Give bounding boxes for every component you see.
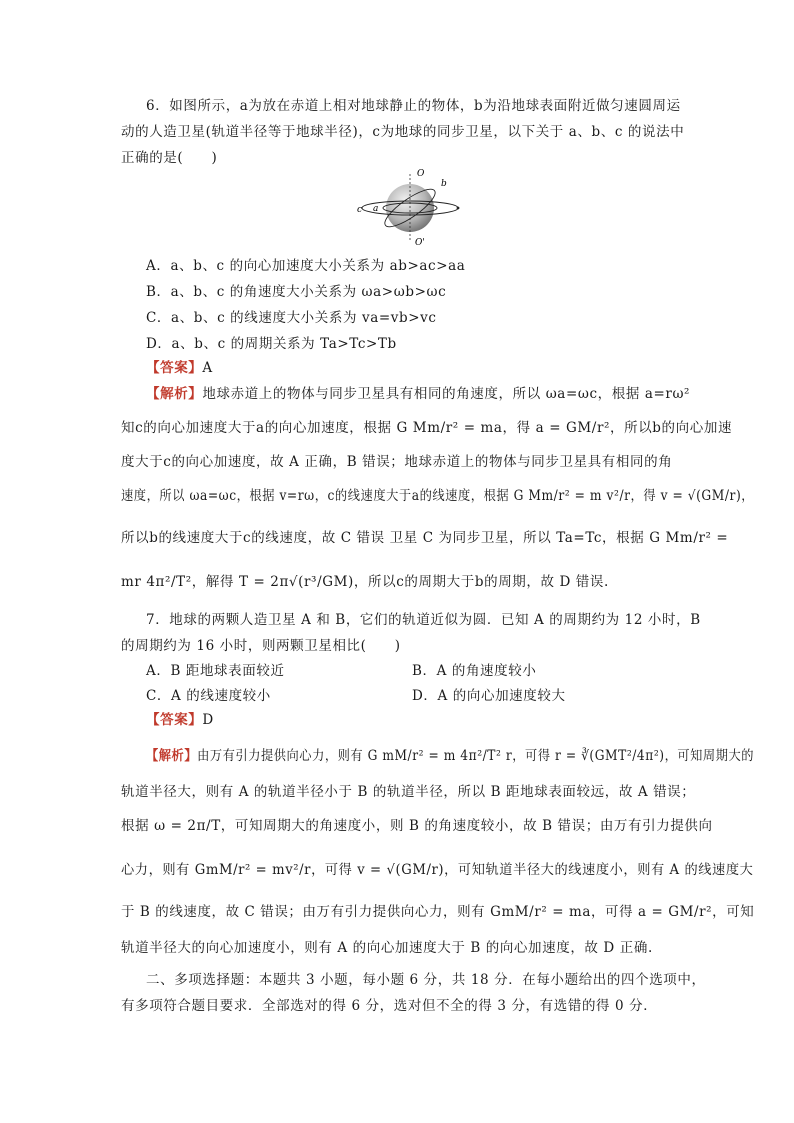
analysis-text: 由万有引力提供向心力，则有 G mM/r² = m 4π²/T² r，可得 r = ∛(GMT²/4π²)，可知周期大的 <box>197 748 755 764</box>
q6-analysis-line-4: 速度，所以 ωa=ωc，根据 v=rω，c的线速度大于a的线速度，根据 G Mm/r² = m v²/r，得 v = √(GM/r)， <box>121 488 755 504</box>
q6-stem-line-3: 正确的是( ) <box>121 150 218 166</box>
q7-option-c: C．A 的线速度较小 <box>146 688 271 704</box>
answer-value: D <box>202 712 214 728</box>
q7-stem-line-2: 的周期约为 16 小时，则两颗卫星相比( ) <box>121 638 401 654</box>
q6-stem-line-2: 动的人造卫星(轨道半径等于地球半径)，c为地球的同步卫星，以下关于 a、b、c 的说法中 <box>121 124 685 140</box>
q7-analysis-line-3: 根据 ω = 2π/T，可知周期大的角速度小，则 B 的角速度较小，故 B 错误；由万有引力提供向 <box>121 818 713 834</box>
earth-orbit-figure <box>355 168 465 248</box>
q7-option-a: A．B 距地球表面较近 <box>146 663 285 679</box>
label-c: c <box>357 205 363 215</box>
q6-analysis-line-3: 度大于c的向心加速度，故 A 正确，B 错误；地球赤道上的物体与同步卫星具有相同的角 <box>121 454 673 470</box>
q6-answer <box>146 358 213 378</box>
q7-analysis-line-1 <box>146 746 754 766</box>
answer-value: A <box>202 360 213 376</box>
label-a: a <box>373 204 379 214</box>
q7-analysis-line-6: 轨道半径大的向心加速度小，则有 A 的向心加速度大于 B 的向心加速度，故 D 正确. <box>121 940 653 956</box>
label-o: O <box>417 169 425 179</box>
section-2-instruction-line-2: 有多项符合题目要求．全部选对的得 6 分，选对但不全的得 3 分，有选错的得 0 分． <box>121 998 658 1014</box>
answer-tag: 【答案】 <box>146 712 203 728</box>
q7-stem-line-1: 7．地球的两颗人造卫星 A 和 B，它们的轨道近似为圆．已知 A 的周期约为 12 小时，B <box>146 612 701 628</box>
q6-option-b: B．a、b、c 的角速度大小关系为 ωa>ωb>ωc <box>146 284 447 300</box>
q6-option-c: C．a、b、c 的线速度大小关系为 va=vb>vc <box>146 310 437 326</box>
q7-answer <box>146 710 214 730</box>
q6-option-a: A．a、b、c 的向心加速度大小关系为 ab>ac>aa <box>146 258 466 274</box>
q6-stem-line-1: 6．如图所示，a为放在赤道上相对地球静止的物体，b为沿地球表面附近做匀速圆周运 <box>146 98 681 114</box>
q6-analysis-line-5: 所以b的线速度大于c的线速度，故 C 错误 卫星 C 为同步卫星，所以 Ta=Tc，根据 G Mm/r² = <box>121 530 729 546</box>
analysis-text: 地球赤道上的物体与同步卫星具有相同的角速度，所以 ωa=ωc，根据 a=rω² <box>202 386 691 402</box>
q7-option-b: B．A 的角速度较小 <box>412 663 537 679</box>
label-b: b <box>441 179 447 189</box>
analysis-tag: 【解析】 <box>146 748 198 764</box>
analysis-tag: 【解析】 <box>146 386 203 402</box>
q7-analysis-line-4: 心力，则有 GmM/r² = mv²/r，可得 v = √(GM/r)，可知轨道半径大的线速度小，则有 A 的线速度大 <box>121 862 754 878</box>
q6-analysis-line-2: 知c的向心加速度大于a的向心加速度，根据 G Mm/r² = ma，得 a = GM/r²，所以b的向心加速 <box>121 420 733 436</box>
q6-analysis-line-6: mr 4π²/T²，解得 T = 2π√(r³/GM)，所以c的周期大于b的周期，故 D 错误. <box>121 574 609 590</box>
satellite-c-dot <box>457 207 460 210</box>
q7-analysis-line-2: 轨道半径大，则有 A 的轨道半径小于 B 的轨道半径，所以 B 距地球表面较远，故 A 错误； <box>121 784 696 800</box>
q7-analysis-line-5: 于 B 的线速度，故 C 错误；由万有引力提供向心力，则有 GmM/r² = ma，可得 a = GM/r²，可知 <box>121 904 755 920</box>
q6-option-d: D．a、b、c 的周期关系为 Ta>Tc>Tb <box>146 336 397 352</box>
section-2-instruction-line-1: 二、多项选择题：本题共 3 小题，每小题 6 分，共 18 分．在每小题给出的四个选项中， <box>146 972 706 988</box>
label-o-prime: O' <box>415 238 425 248</box>
answer-tag: 【答案】 <box>146 360 203 376</box>
q6-analysis-line-1 <box>146 384 690 404</box>
q7-option-d: D．A 的向心加速度较大 <box>412 688 566 704</box>
